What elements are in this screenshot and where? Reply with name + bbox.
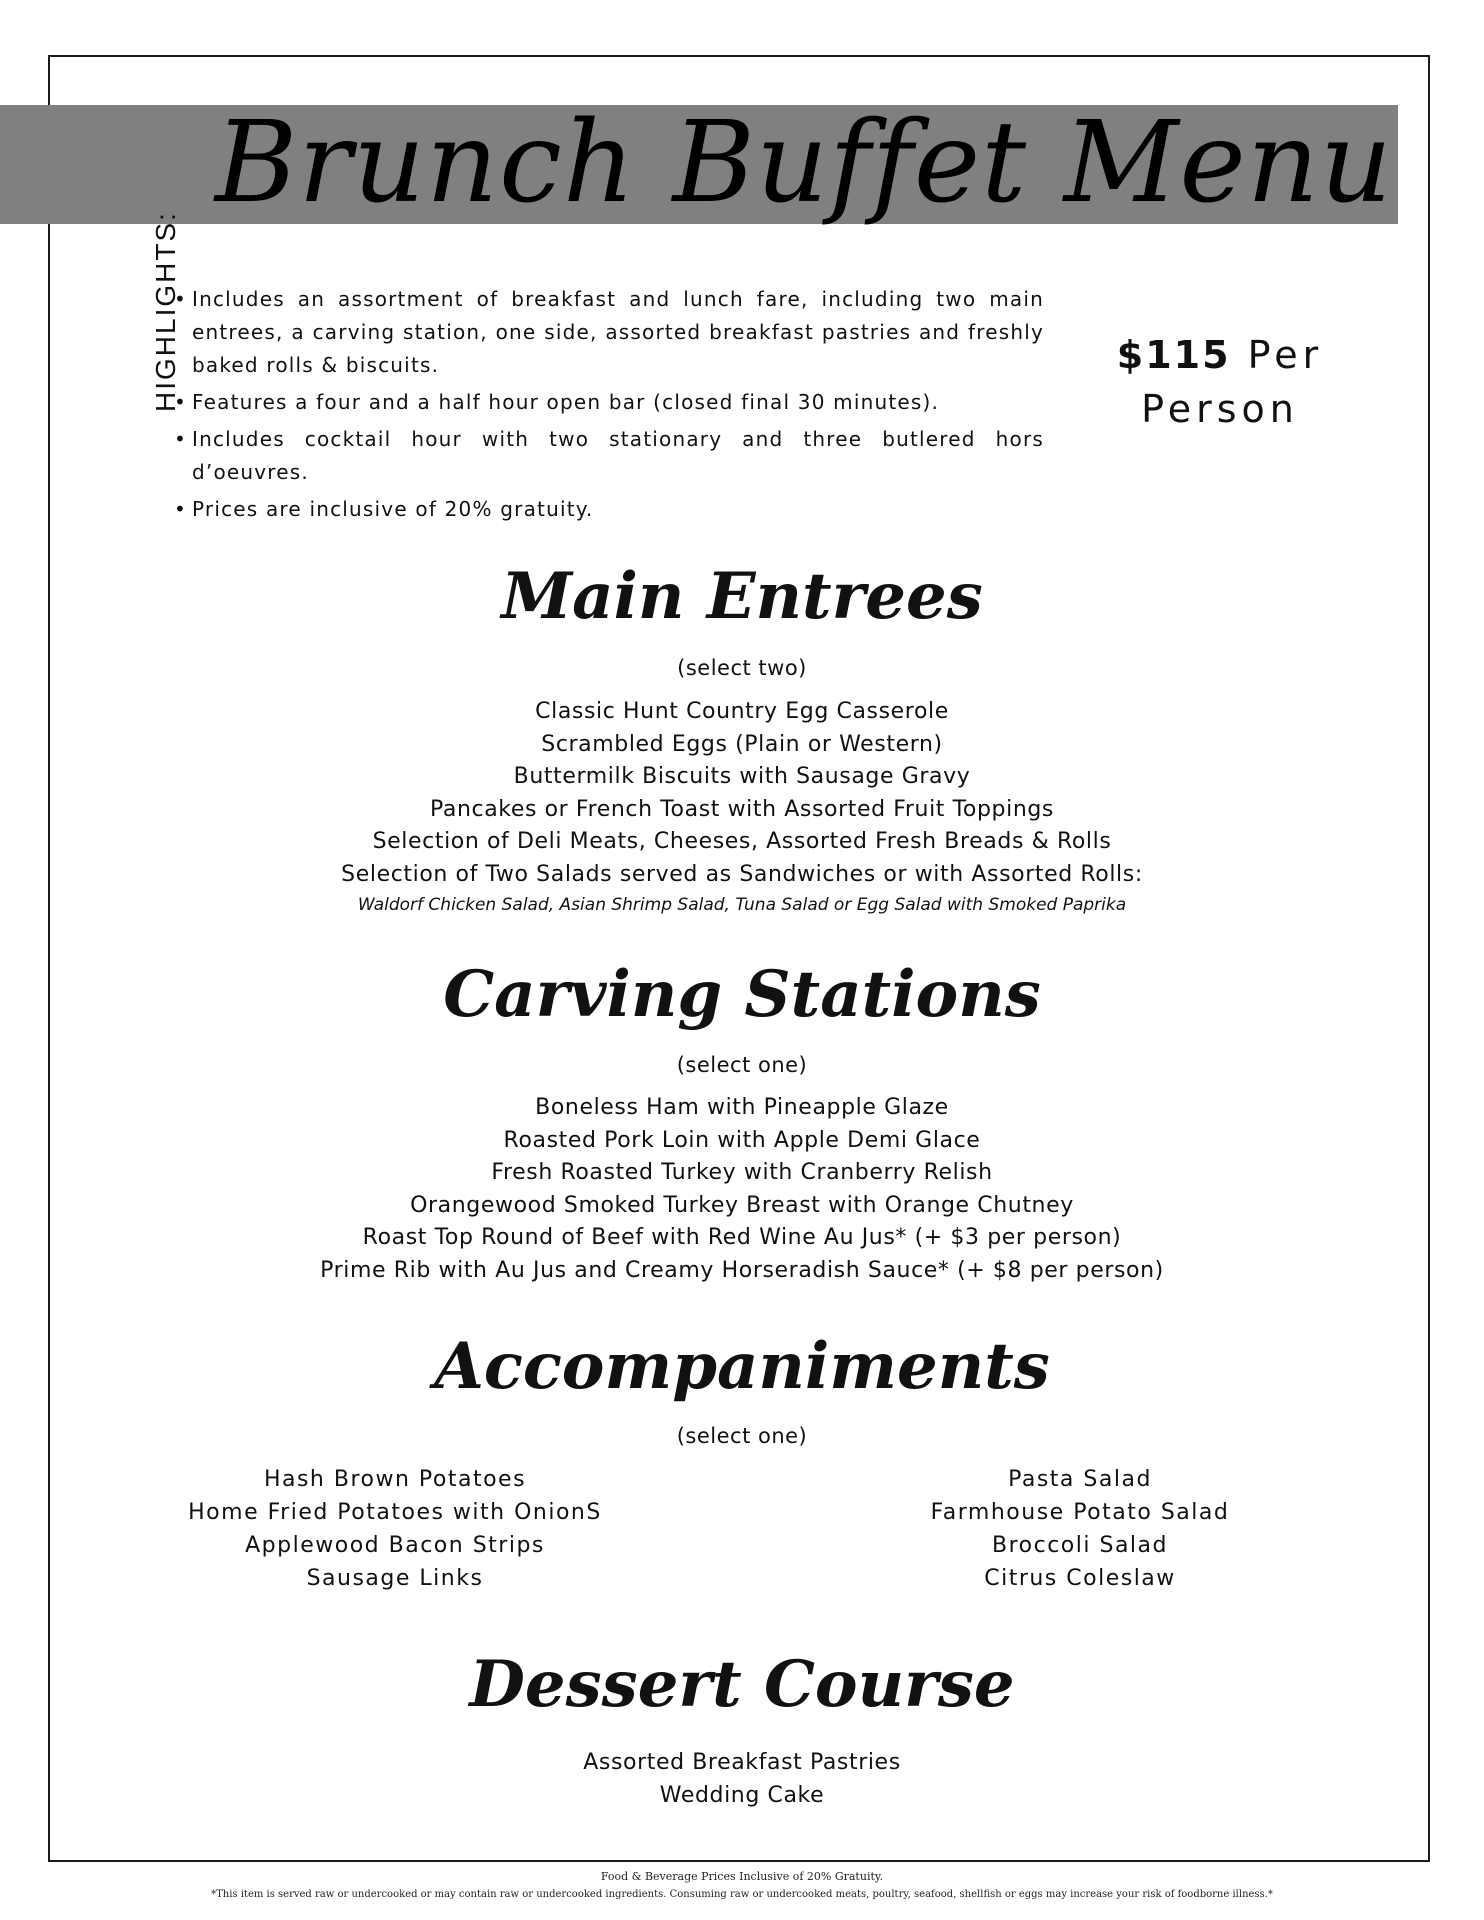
main-entrees-title: Main Entrees	[501, 559, 983, 634]
list-item: Pasta Salad	[1008, 1467, 1152, 1492]
price-amount: $115	[1116, 333, 1231, 377]
list-item: Boneless Ham with Pineapple Glaze	[535, 1095, 949, 1120]
price-per-person	[1080, 328, 1360, 436]
accompaniments-left-list	[140, 1463, 650, 1595]
list-item: Roasted Pork Loin with Apple Demi Glace	[503, 1127, 981, 1153]
list-item: Selection of Two Salads served as Sandwiches or with Assorted Rolls:	[341, 861, 1143, 887]
highlight-item: • Includes cocktail hour with two stationary and three butlered hors d’oeuvres.	[174, 423, 1044, 489]
list-item: Pancakes or French Toast with Assorted Fruit Toppings	[430, 796, 1054, 822]
list-item: Prime Rib with Au Jus and Creamy Horseradish Sauce* (+ $8 per person)	[320, 1257, 1164, 1283]
list-item: Broccoli Salad	[992, 1533, 1168, 1558]
highlight-item: • Features a four and a half hour open bar (closed final 30 minutes).	[174, 386, 1044, 419]
menu-title: Brunch Buffet Menu	[215, 98, 1394, 228]
list-item: Assorted Breakfast Pastries	[583, 1750, 901, 1775]
dessert-course-title: Dessert Course	[469, 1647, 1015, 1722]
main-entrees-list	[0, 696, 1484, 891]
list-item: Farmhouse Potato Salad	[930, 1500, 1230, 1525]
accompaniments-right-list	[880, 1463, 1280, 1595]
main-entrees-note: (select two)	[677, 656, 807, 680]
dessert-course-list	[0, 1747, 1484, 1812]
carving-stations-list	[0, 1092, 1484, 1287]
price-unit-per: Per	[1247, 333, 1324, 377]
footer-food-safety-disclaimer: *This item is served raw or undercooked or may contain raw or undercooked ingredients. Consuming raw or undercooked meats, poultry, seafood, shellfish or eggs may increase your risk of foodborne illness.*	[211, 1889, 1273, 1900]
list-item: Wedding Cake	[659, 1782, 825, 1808]
list-item: Selection of Deli Meats, Cheeses, Assorted Fresh Breads & Rolls	[372, 829, 1112, 854]
carving-stations-title: Carving Stations	[443, 957, 1041, 1032]
list-item: Hash Brown Potatoes	[263, 1467, 527, 1492]
list-item: Fresh Roasted Turkey with Cranberry Relish	[491, 1160, 993, 1185]
list-item: Buttermilk Biscuits with Sausage Gravy	[513, 764, 971, 789]
highlight-item: • Prices are inclusive of 20% gratuity.	[174, 493, 1044, 526]
carving-stations-note: (select one)	[676, 1053, 808, 1077]
accompaniments-title: Accompaniments	[434, 1329, 1050, 1404]
list-item: Roast Top Round of Beef with Red Wine Au Jus* (+ $3 per person)	[362, 1225, 1122, 1250]
list-item: Classic Hunt Country Egg Casserole	[535, 699, 949, 724]
salad-options-note: Waldorf Chicken Salad, Asian Shrimp Salad, Tuna Salad or Egg Salad with Smoked Paprika	[357, 895, 1127, 915]
list-item: Home Fried Potatoes with OnionS	[188, 1500, 602, 1525]
list-item: Applewood Bacon Strips	[245, 1533, 545, 1558]
list-item: Scrambled Eggs (Plain or Western)	[541, 731, 943, 757]
highlights-label: HIGHLIGHTS:	[150, 211, 181, 412]
footer-gratuity-note: Food & Beverage Prices Inclusive of 20% Gratuity.	[600, 1870, 884, 1883]
highlight-item: • Includes an assortment of breakfast and lunch fare, including two main entrees, a carving station, one side, assorted breakfast pastries and freshly baked rolls & biscuits.	[174, 283, 1044, 382]
highlights-list	[174, 283, 1044, 530]
list-item: Citrus Coleslaw	[984, 1566, 1176, 1591]
list-item: Orangewood Smoked Turkey Breast with Orange Chutney	[410, 1192, 1074, 1218]
list-item: Sausage Links	[306, 1566, 484, 1591]
price-unit-person: Person	[1141, 387, 1299, 431]
accompaniments-note: (select one)	[676, 1424, 808, 1448]
